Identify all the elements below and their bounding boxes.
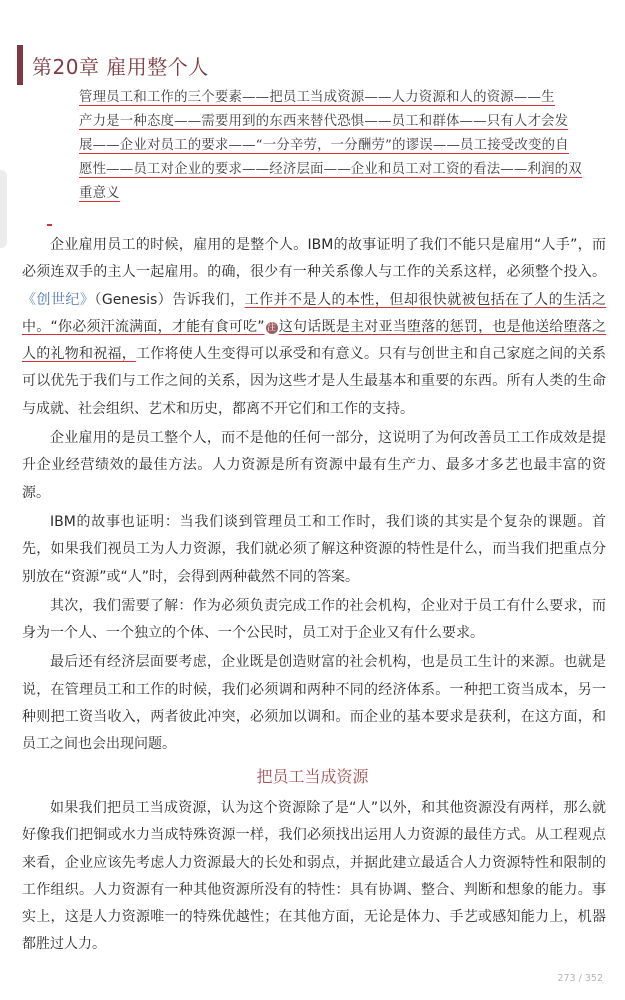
paragraph: IBM的故事也证明：当我们谈到管理员工和工作时，我们谈的其实是个复杂的课题。首先，如果我们视员工为人力资源，我们就必须了解这种资源的特性是什么，而当我们把重点分别放在“资源”或“人”时，会得到两种截然不同的答案。 (22, 513, 606, 585)
summary-line[interactable]: 展——企业对员工的要求——“一分辛劳，一分酬劳”的谬误——员工接受改变的自 (79, 138, 569, 153)
summary-line[interactable]: 重意义 (79, 186, 120, 201)
paragraph: 企业雇用的是员工整个人，而不是他的任何一部分，这说明了为何改善员工工作成效是提升企业经营绩效的最佳方法。人力资源是所有资源中最有生产力、最多才多艺也最丰富的资源。 (22, 430, 606, 501)
summary-line[interactable]: 管理员工和工作的三个要素——把员工当成资源——人力资源和人的资源——生 (79, 90, 555, 105)
paragraph-text: 企业雇用员工的时候，雇用的是整个人。IBM的故事证明了我们不能只是雇用“人手”，而必须连双手的主人一起雇用。的确，很少有一种关系像人与工作的关系这样，必须整个投入。 (22, 237, 606, 281)
genesis-link[interactable]: 《创世纪》 (22, 291, 95, 308)
chapter-header (17, 45, 209, 85)
section-title: 把员工当成资源 (256, 767, 369, 786)
paragraph: 如果我们把员工当成资源，认为这个资源除了是“人”以外，和其他资源没有两样，那么就好像我们把铜或水力当成特殊资源一样，我们必须找出运用人力资源的最佳方式。从工程观点来看，企业应该先考虑人力资源最大的长处和弱点，并据此建立最适合人力资源特性和限制的工作组织。人力资源有一种其他资源所没有的特性：具有协调、整合、判断和想象的能力。事实上，这是人力资源唯一的特殊优越性；在其他方面，无论是体力、手艺或感知能力上，机器都胜过人力。 (22, 800, 606, 953)
page-indicator: 273 / 352 (557, 973, 603, 984)
side-scroll-tab[interactable] (0, 170, 7, 248)
section-body (22, 795, 606, 959)
footnote-icon[interactable]: 注 (267, 322, 277, 333)
chapter-summary[interactable] (79, 86, 607, 206)
chapter-body (22, 232, 606, 761)
paragraph-text: （Genesis）告诉我们， (94, 291, 245, 308)
summary-line[interactable]: 愿性——员工对企业的要求——经济层面——企业和员工对工资的看法——利润的双 (79, 162, 582, 177)
annotation-marker (47, 224, 52, 226)
paragraph: 最后还有经济层面要考虑，企业既是创造财富的社会机构，也是员工生计的来源。也就是说，在管理员工和工作的时候，我们必须调和两种不同的经济体系。一种把工资当成本，另一种则把工资当收入，两者彼此冲突，必须加以调和。而企业的基本要求是获利，在这方面，和员工之间也会出现问题。 (22, 654, 606, 753)
chapter-accent-bar (17, 45, 23, 85)
paragraph-text: 工作将使人生变得可以承受和有意义。只有与创世主和自己家庭之间的关系可以优先于我们与工作之间的关系，因为这些才是人生最基本和重要的东西。所有人类的生命与成就、社会组织、艺术和历史，都离不开它们和工作的支持。 (22, 346, 606, 417)
paragraph: 其次，我们需要了解：作为必须负责完成工作的社会机构，企业对于员工有什么要求，而身为一个人、一个独立的个体、一个公民时，员工对于企业又有什么要求。 (22, 597, 606, 642)
paragraph (22, 232, 606, 423)
summary-line[interactable]: 产力是一种态度——需要用到的东西来替代恐惧——员工和群体——只有人才会发 (79, 114, 569, 129)
highlight-text[interactable]: 工作并不是人的本性，但却很快就被包括在了人的生活之中。“你必须汗流满面，才能有食可吃” (22, 291, 606, 335)
chapter-title: 第20章 雇用整个人 (32, 54, 209, 79)
highlight-text[interactable]: 这句话既是主对亚当堕落的惩罚，也是他送给堕落之人的礼物和祝福， (22, 318, 606, 363)
